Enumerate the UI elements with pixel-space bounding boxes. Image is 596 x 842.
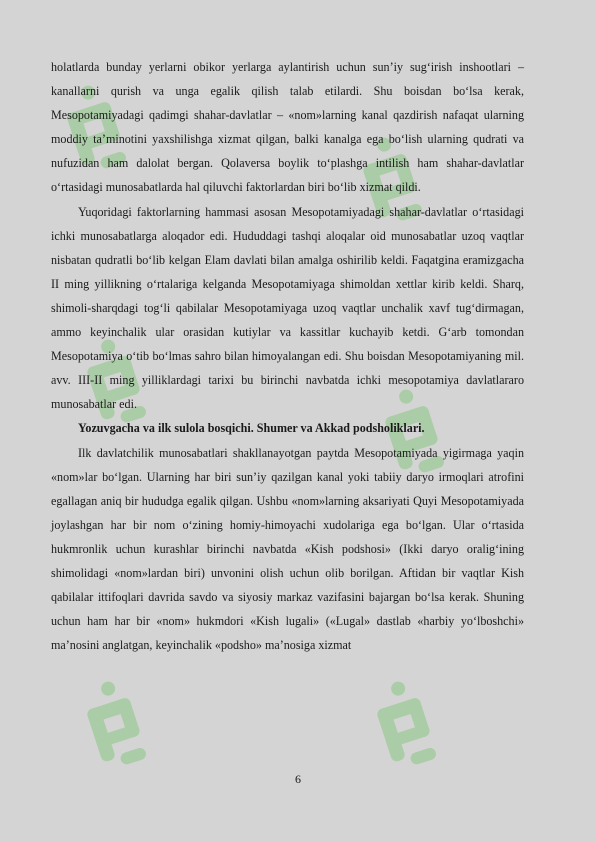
page-content (51, 55, 524, 657)
page-number: 6 (295, 772, 301, 786)
paragraph-continuation: holatlarda bunday yerlarni obikor yerlarga aylantirish uchun sun’iy sug‘irish inshootlari – kanallarni qurish va unga egalik qilish talab etilardi. Shu boisdan bo‘lsa kerak, Mesopotamiyadagi qadimgi shahar-davlatlar – «nom»larning kanal qazdirish nafaqat ularning moddiy ta’minotini yaxshilishga xizmat qilgan, balki kanalga ega bo‘lish ularning qudrati va nufuzidan ham dalolat bergan. Qolaversa boylik to‘plashga intilish ham shahar-davlatlar o‘rtasidagi munosabatlarda hal qiluvchi faktorlardan biri bo‘lib xizmat qildi. (51, 60, 524, 195)
section-heading: Yozuvgacha va ilk sulola bosqichi. Shumer va Akkad podsholiklari. (78, 421, 425, 436)
paragraph-early-statehood: Ilk davlatchilik munosabatlari shakllanayotgan paytda Mesopotamiyada yigirmaga yaqin «nom»lar bo‘lgan. Ularning har biri sun’iy qazilgan kanal yoki tabiiy daryo irmoqlari atrofini egallagan aniq bir hududga egalik qilgan. Ushbu «nom»larning aksariyati Quyi Mesopotamiyada joylashgan har bir nom o‘zining homiy-himoyachi xudolariga ega bo‘lgan. Ular o‘rtasida hukmronlik uchun kurashlar birinchi navbatda «Kish podshosi» (Ikki daryo oralig‘ining shimolidagi «nom»lardan biri) unvonini olish uchun olib borilgan. Aftidan bir vaqtlar Kish qabilalar ittifoqlari davrida savdo va siyosiy markaz vazifasini bajargan bo‘lsa kerak. Shuning uchun ham har bir «nom» hukmdori «Kish lugali» («Lugal» dastlab «harbiy yo‘lboshchi» ma’nosini anglatgan, keyinchalik «podsho» ma’nosiga xizmat (51, 445, 524, 653)
paragraph-external-relations: Yuqoridagi faktorlarning hammasi asosan Mesopotamiyadagi shahar-davlatlar o‘rtasidagi ichki munosabatlarga aloqador edi. Hududdagi tashqi aloqalar oid munosabatlar uzoq vaqtlar nisbatan qudratli bo‘lib kelgan Elam davlati bilan amalga oshirilib keldi. Faqatgina eramizgacha II ming yillikning o‘rtalariga kelganda Mesopotamiyaga shimoldan xettlar kirib keldi. Sharq, shimoli-sharqdagi tog‘li qabilalar Mesopotamiyaga uzoq vaqtlar unchalik xavf tug‘dirmagan, ammo keyinchalik ular orasidan kutiylar va kassitlar kuchayib ketdi. G‘arb tomondan Mesopotamiya o‘tib bo‘lmas sahro bilan himoyalangan edi. Shu boisdan Mesopotamiyaning mil. avv. III-II ming yilliklardagi tarixi bu birinchi navbatda ichki mesopotamiya davlatlararo munosabatlar edi. (51, 204, 524, 412)
